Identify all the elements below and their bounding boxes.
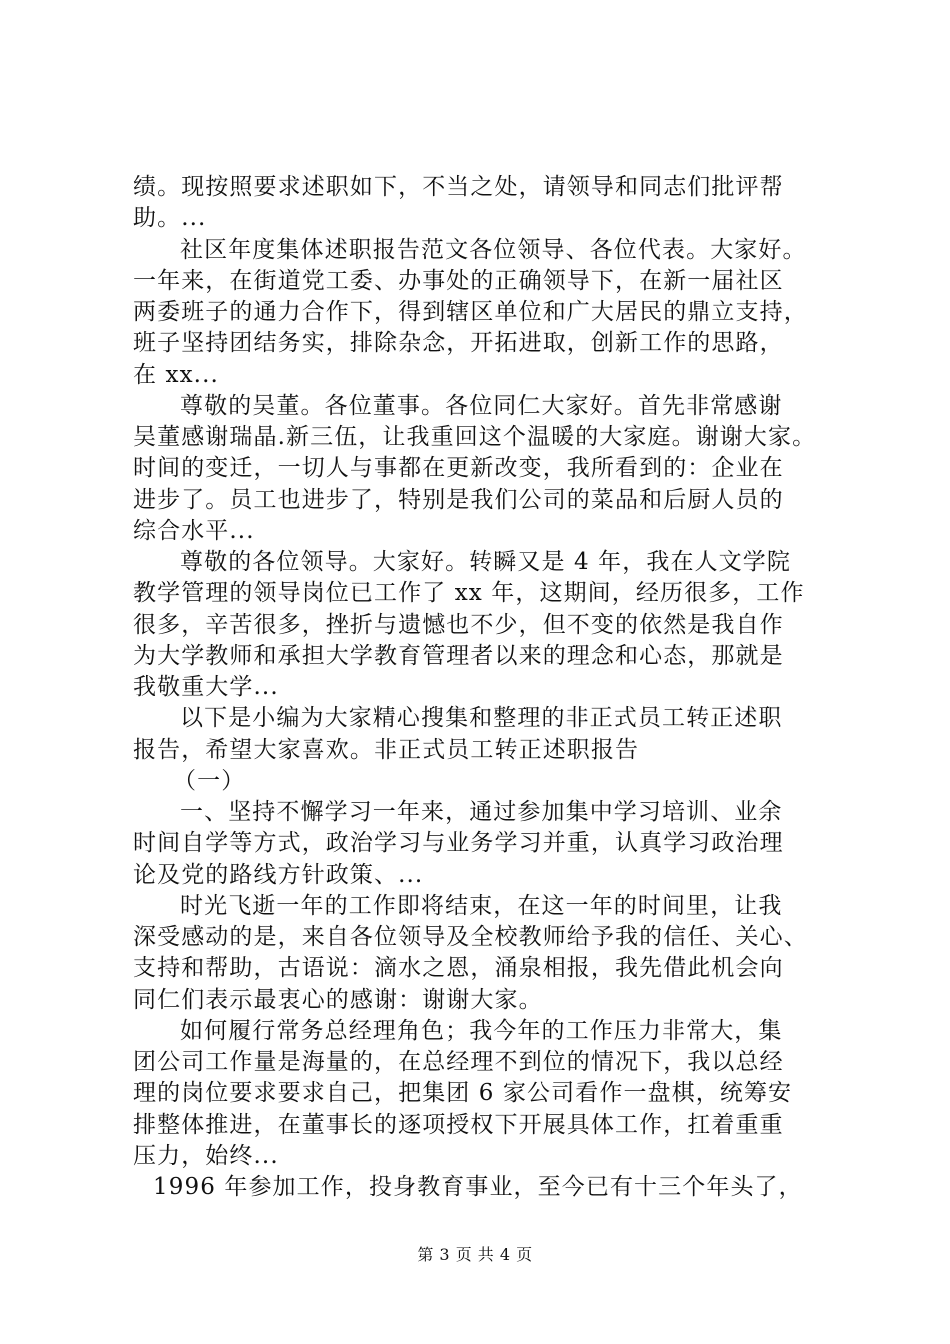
text-line: 进步了。员工也进步了，特别是我们公司的菜品和后厨人员的: [133, 486, 784, 513]
text-line: 压力，始终...: [133, 1142, 279, 1169]
text-line: 综合水平...: [133, 517, 255, 544]
text-line: 时间的变迁，一切人与事都在更新改变，我所看到的：企业在: [133, 455, 784, 482]
page-number: 第 3 页 共 4 页: [417, 1245, 533, 1264]
text-line: 排整体推进，在董事长的逐项授权下开展具体工作，扛着重重: [133, 1111, 784, 1138]
text-line: 一年来，在街道党工委、办事处的正确领导下，在新一届社区: [133, 267, 784, 294]
text-line: 如何履行常务总经理角色；我今年的工作压力非常大，集: [180, 1017, 783, 1044]
text-line: 以下是小编为大家精心搜集和整理的非正式员工转正述职: [180, 705, 783, 732]
text-line: 社区年度集体述职报告范文各位领导、各位代表。大家好。: [180, 236, 807, 263]
text-line: 团公司工作量是海量的，在总经理不到位的情况下，我以总经: [133, 1049, 784, 1075]
page-footer: [0, 1245, 950, 1265]
text-line: 教学管理的领导岗位已工作了 xx 年，这期间，经历很多，工作: [133, 580, 805, 607]
document-body: [133, 172, 833, 1203]
text-line: 为大学教师和承担大学教育管理者以来的理念和心态，那就是: [133, 642, 784, 669]
text-line: 班子坚持团结务实，排除杂念，开拓进取，创新工作的思路，: [133, 330, 784, 357]
text-line: （一）: [173, 767, 246, 794]
text-line: 支持和帮助，古语说：滴水之恩，涌泉相报，我先借此机会向: [133, 955, 784, 982]
text-line: 很多，辛苦很多，挫折与遗憾也不少，但不变的依然是我自作: [133, 611, 784, 638]
text-line: 尊敬的各位领导。大家好。转瞬又是 4 年，我在人文学院: [180, 549, 791, 575]
text-line: 尊敬的吴董。各位董事。各位同仁大家好。首先非常感谢: [180, 392, 783, 419]
text-line: 在 xx...: [133, 361, 219, 388]
text-line: 两委班子的通力合作下，得到辖区单位和广大居民的鼎立支持，: [133, 299, 808, 325]
text-line: 助。...: [133, 205, 207, 232]
text-line: 深受感动的是，来自各位领导及全校教师给予我的信任、关心、: [133, 924, 808, 950]
text-line: 我敬重大学...: [133, 674, 279, 700]
text-line: 时间自学等方式，政治学习与业务学习并重，认真学习政治理: [133, 830, 784, 857]
text-line: 论及党的路线方针政策、...: [133, 861, 424, 888]
text-line: 一、坚持不懈学习一年来，通过参加集中学习培训、业余: [180, 799, 783, 825]
text-line: 绩。现按照要求述职如下，不当之处，请领导和同志们批评帮: [133, 174, 784, 200]
text-line: 同仁们表示最衷心的感谢：谢谢大家。: [133, 986, 543, 1013]
text-line: 时光飞逝一年的工作即将结束，在这一年的时间里，让我: [180, 892, 783, 919]
text-line: 理的岗位要求要求自己，把集团 6 家公司看作一盘棋，统筹安: [133, 1080, 793, 1107]
text-line: 吴董感谢瑞晶.新三伍，让我重回这个温暖的大家庭。谢谢大家。: [133, 424, 817, 450]
text-line: 报告，希望大家喜欢。非正式员工转正述职报告: [133, 736, 640, 763]
text-line: 1996 年参加工作，投身教育事业，至今已有十三个年头了，: [153, 1174, 803, 1200]
